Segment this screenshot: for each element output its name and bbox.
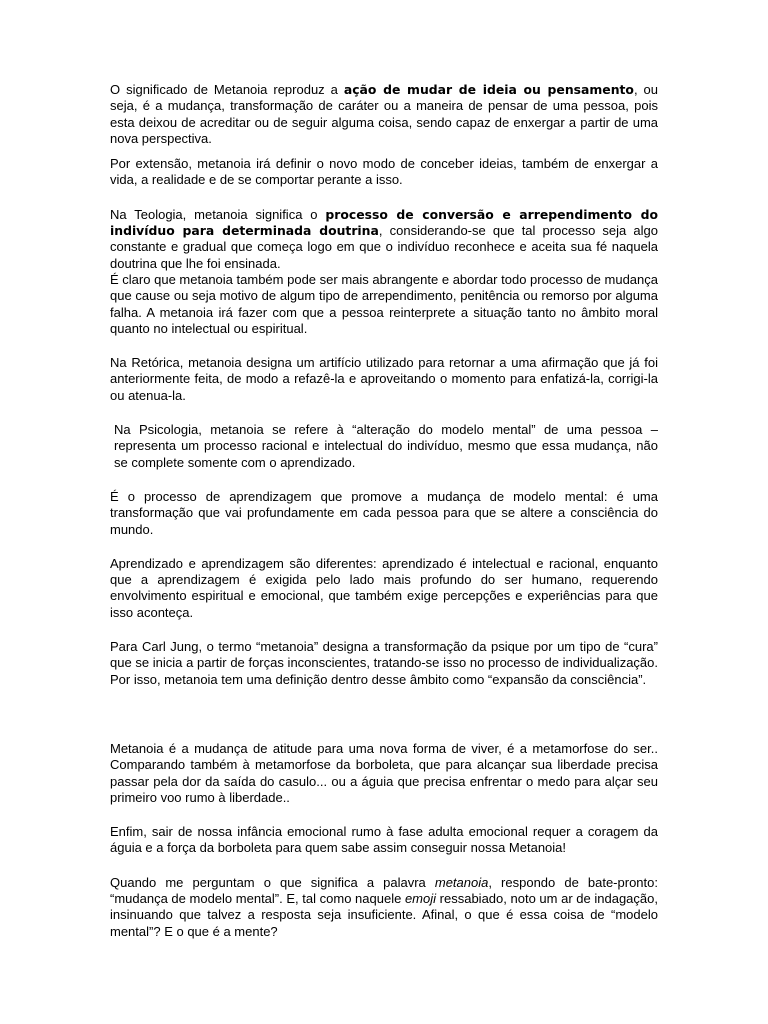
italic-text-run: emoji [404,890,437,906]
paragraph-learning-process: É o processo de aprendizagem que promove a mudança de modelo mental: é uma transformação que vai profundamente em cada pessoa para que se altere a consciência do mundo. [110,488,658,537]
text-run: Quando me perguntam o que significa a palavra [110,874,435,890]
bold-text-run: processo de conversão e arrependimento do indivíduo para determinada doutrina [110,206,659,239]
paragraph-mental-model [110,875,658,940]
paragraph-broader-meaning: É claro que metanoia também pode ser mais abrangente e abordar todo processo de mudança que cause ou seja motivo de algum tipo de arrependimento, penitência ou remorso por alguma falha. A metanoia irá fazer com que a pessoa reinterprete a situação tanto no âmbito moral quanto no intelectual ou espiritual. [110,271,658,336]
text-run: , respondo de bate-pronto: “mudança de modelo mental”. E, tal como naquele [110,874,658,906]
paragraph-psychology: Na Psicologia, metanoia se refere à “alteração do modelo mental” de uma pessoa – representa um processo racional e intelectual do indivíduo, mesmo que essa mudança, não se complete somente com o aprendizado. [114,422,658,470]
text-run: ressabiado, noto um ar de indagação, insinuando que talvez a resposta seja insuficiente. Afinal, o que é essa coisa de “modelo mental”? E o que é a mente? [110,890,658,939]
paragraph-carl-jung: Para Carl Jung, o termo “metanoia” designa a transformação da psique por um tipo de “cura” que se inicia a partir de forças inconscientes, tratando-se isso no processo de individualização. Por isso, metanoia tem uma definição dentro desse âmbito como “expansão da consciência”. [110,639,658,687]
paragraph-extension: Por extensão, metanoia irá definir o novo modo de conceber ideias, também de enxergar a vida, a realidade e de se comportar perante a isso. [110,156,658,188]
paragraph-theology [110,207,658,272]
paragraph-metamorphosis: Metanoia é a mudança de atitude para uma nova forma de viver, é a metamorfose do ser.. Comparando também à metamorfose da borboleta, que para alcançar sua liberdade precisa passar pela dor da saída do casulo... ou a águia que precisa enfrentar o medo para alçar seu primeiro voo rumo à liberdade.. [110,740,658,805]
paragraph-conclusion: Enfim, sair de nossa infância emocional rumo à fase adulta emocional requer a coragem da águia e a força da borboleta para quem sabe assim conseguir nossa Metanoia! [110,824,658,856]
paragraph-meaning [110,82,658,147]
paragraph-rhetoric: Na Retórica, metanoia designa um artifício utilizado para retornar a uma afirmação que já foi anteriormente feita, de modo a refazê-la e aproveitando o momento para enfatizá-la, corrigi-la ou atenua-la. [110,355,658,403]
bold-text-run: ação de mudar de ideia ou pensamento [343,82,634,97]
text-run: , ou seja, é a mudança, transformação de caráter ou a maneira de pensar de uma pessoa, pois esta deixou de acreditar ou de seguir alguma coisa, sendo capaz de enxergar a partir de uma nova perspectiva. [110,82,658,146]
text-run: O significado de Metanoia reproduz a [110,82,344,97]
italic-text-run: metanoia [434,874,489,890]
text-run: Na Teologia, metanoia significa o [110,206,326,222]
text-run: , considerando-se que tal processo seja algo constante e gradual que começa logo em que o indivíduo reconhece e aceita sua fé naquela doutrina que lhe foi ensinada. [110,223,658,271]
paragraph-learning-difference: Aprendizado e aprendizagem são diferentes: aprendizado é intelectual e racional, enquanto que a aprendizagem é exigida pelo lado mais profundo do ser humano, requerendo envolvimento espiritual e emocional, que também exige percepções e experiências para que isso aconteça. [110,555,658,620]
